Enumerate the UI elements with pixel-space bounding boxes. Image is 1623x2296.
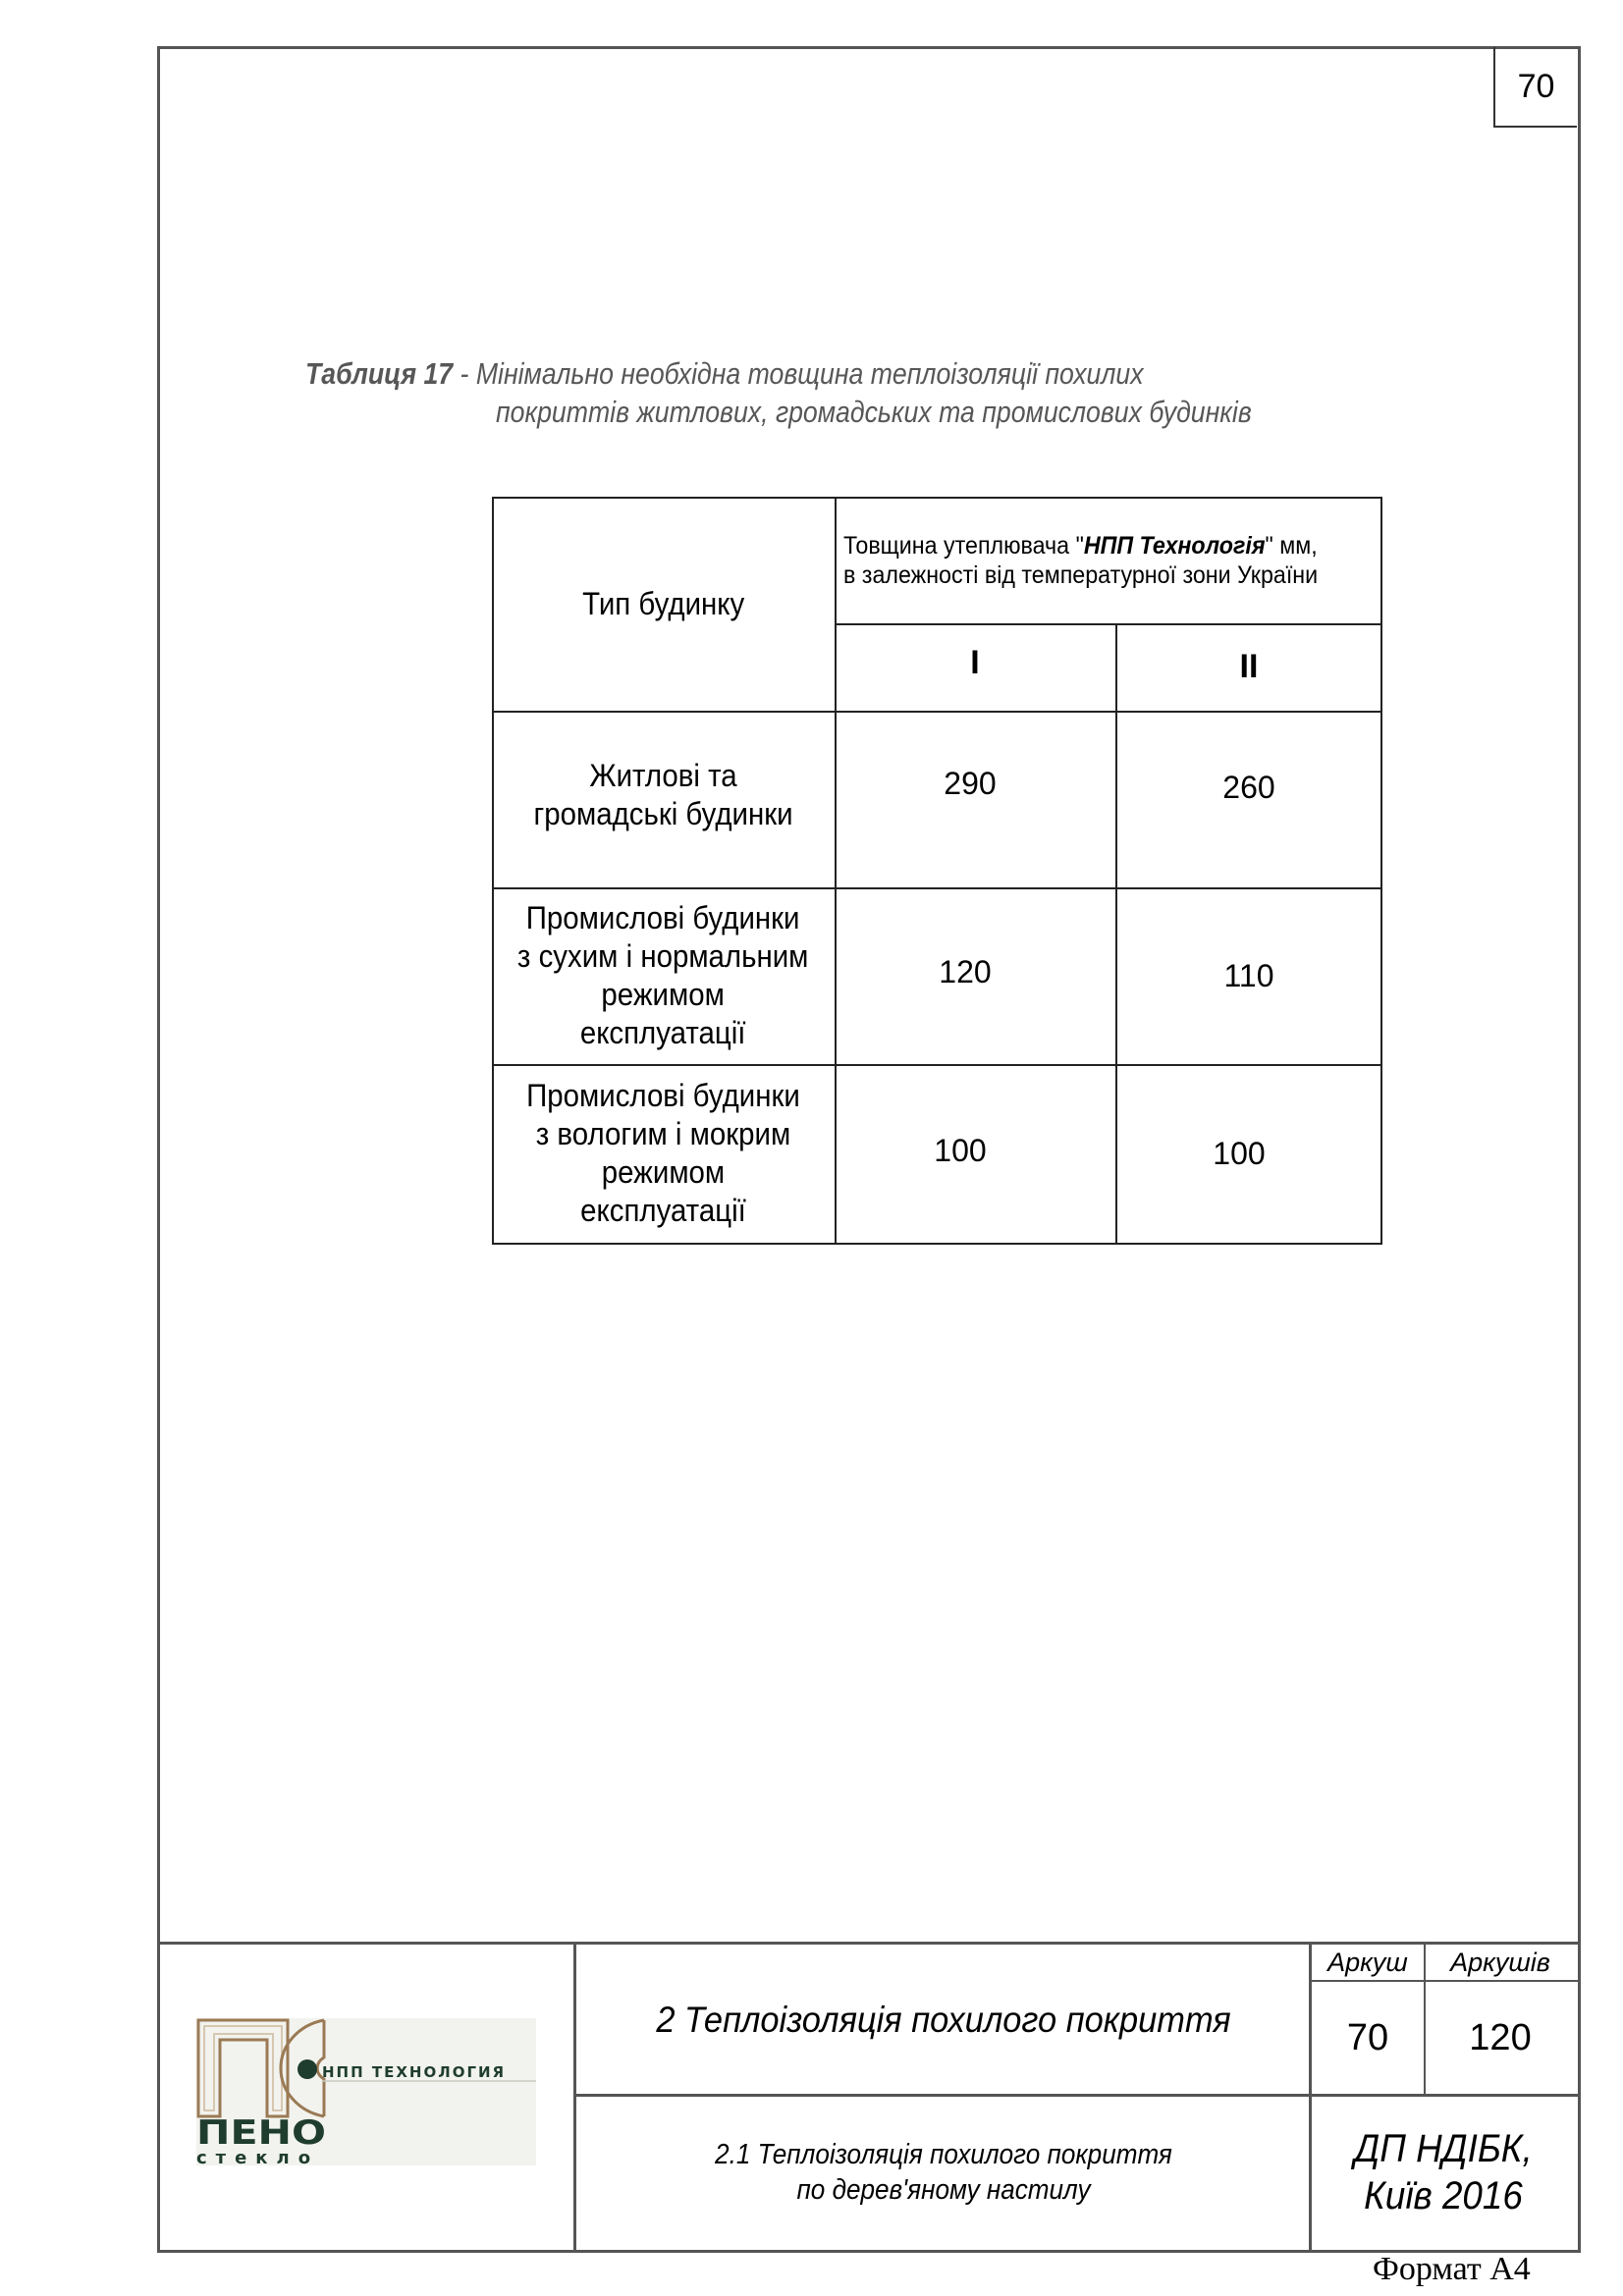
table-row-1-zone-2 [1115,711,1382,887]
table-row-2-zone-1 [835,887,1115,1064]
page-number: 70 [1517,67,1555,105]
row-3-type-line: Промислові будинки [526,1078,800,1113]
table-row-3-zone-1 [835,1064,1115,1243]
header-thickness-prefix: Товщина утеплювача " [843,531,1084,560]
row-2-zone-2-value: 110 [1223,957,1274,993]
logo-company-text: НПП ТЕХНОЛОГИЯ [322,2063,507,2081]
row-3-type-line: експлуатації [580,1193,746,1228]
header-cell-zone-1 [835,623,1115,711]
zone-2-label: II [1239,648,1259,685]
sheets-label-cell [1426,1945,1575,1980]
header-building-type: Тип будинку [581,585,745,621]
row-3-zone-1-value: 100 [934,1132,987,1168]
row-2-type-line: з сухим і нормальним [517,938,809,974]
organization-name: ДП НДІБК, [1354,2127,1533,2170]
header-cell-thickness [843,497,1382,623]
row-1-type-line: громадські будинки [533,796,793,831]
caption-separator: - [453,356,476,391]
caption-text-2: покриттів житлових, громадських та промислових будинків [496,395,1252,429]
sheet-value: 70 [1346,2016,1389,2058]
table-row-3-zone-2 [1115,1064,1382,1243]
table-border-bottom [492,1243,1382,1245]
logo-brand-bottom: стекло [196,2148,320,2165]
table-row-3-type [492,1064,835,1243]
sheets-value: 120 [1469,2016,1532,2058]
logo-dot-icon [298,2059,317,2079]
row-3-type-line: з вологим і мокрим [535,1116,791,1151]
sheet-value-cell [1312,1982,1424,2094]
sheet-label-cell [1312,1945,1424,1980]
header-thickness-suffix: " мм, [1265,531,1318,560]
table-caption-line2 [496,395,1252,430]
section-title [603,1946,1284,2095]
sheets-label: Аркушів [1450,1947,1550,1977]
subsection-title-line1: 2.1 Теплоізоляція похилого покриття [715,2139,1172,2170]
organization-block [1323,2097,1565,2248]
header-thickness-brand: НПП Технологія [1083,531,1266,560]
page-number-box [1493,47,1577,128]
table-row-1-zone-1 [835,711,1115,887]
table-row-2-zone-2 [1115,887,1382,1064]
header-cell-zone-2 [1115,623,1382,711]
logo-graphic [196,2018,536,2165]
insulation-thickness-table [492,497,1382,1245]
table-caption-label: Таблиця 17 [305,356,454,391]
table-caption-line1 [305,356,1144,392]
organization-city-year: Київ 2016 [1364,2174,1523,2217]
header-cell-building-type [492,497,835,711]
zone-1-label: I [970,644,980,681]
header-thickness-line2: в залежності від температурної зони України [843,561,1319,589]
logo-brand-top: ПЕНО [196,2113,326,2153]
subsection-title [614,2097,1272,2248]
row-3-zone-2-value: 100 [1213,1135,1266,1171]
row-1-zone-1-value: 290 [944,766,997,801]
company-logo [196,2018,536,2165]
sheet-label: Аркуш [1327,1947,1408,1977]
table-row-1-type [492,711,835,887]
table-row-2-type [492,887,835,1064]
row-2-type-line: Промислові будинки [526,900,800,935]
row-2-zone-1-value: 120 [939,953,992,989]
row-1-type-line: Житлові та [589,758,737,793]
row-2-type-line: експлуатації [580,1015,746,1050]
paper-format-label: Формат А4 [1373,2251,1531,2287]
header-thickness-line1 [843,531,1318,561]
section-title-text: 2 Теплоізоляція похилого покриття [656,2000,1231,2040]
caption-text-1: Мінімально необхідна товщина теплоізоляції похилих [475,356,1144,391]
row-2-type-line: режимом [601,977,726,1012]
row-1-zone-2-value: 260 [1222,770,1275,805]
subsection-title-line2: по дерев'яному настилу [796,2174,1091,2206]
header-thickness-text [843,531,1318,590]
sheets-value-cell [1426,1982,1575,2094]
row-3-type-line: режимом [601,1154,726,1190]
